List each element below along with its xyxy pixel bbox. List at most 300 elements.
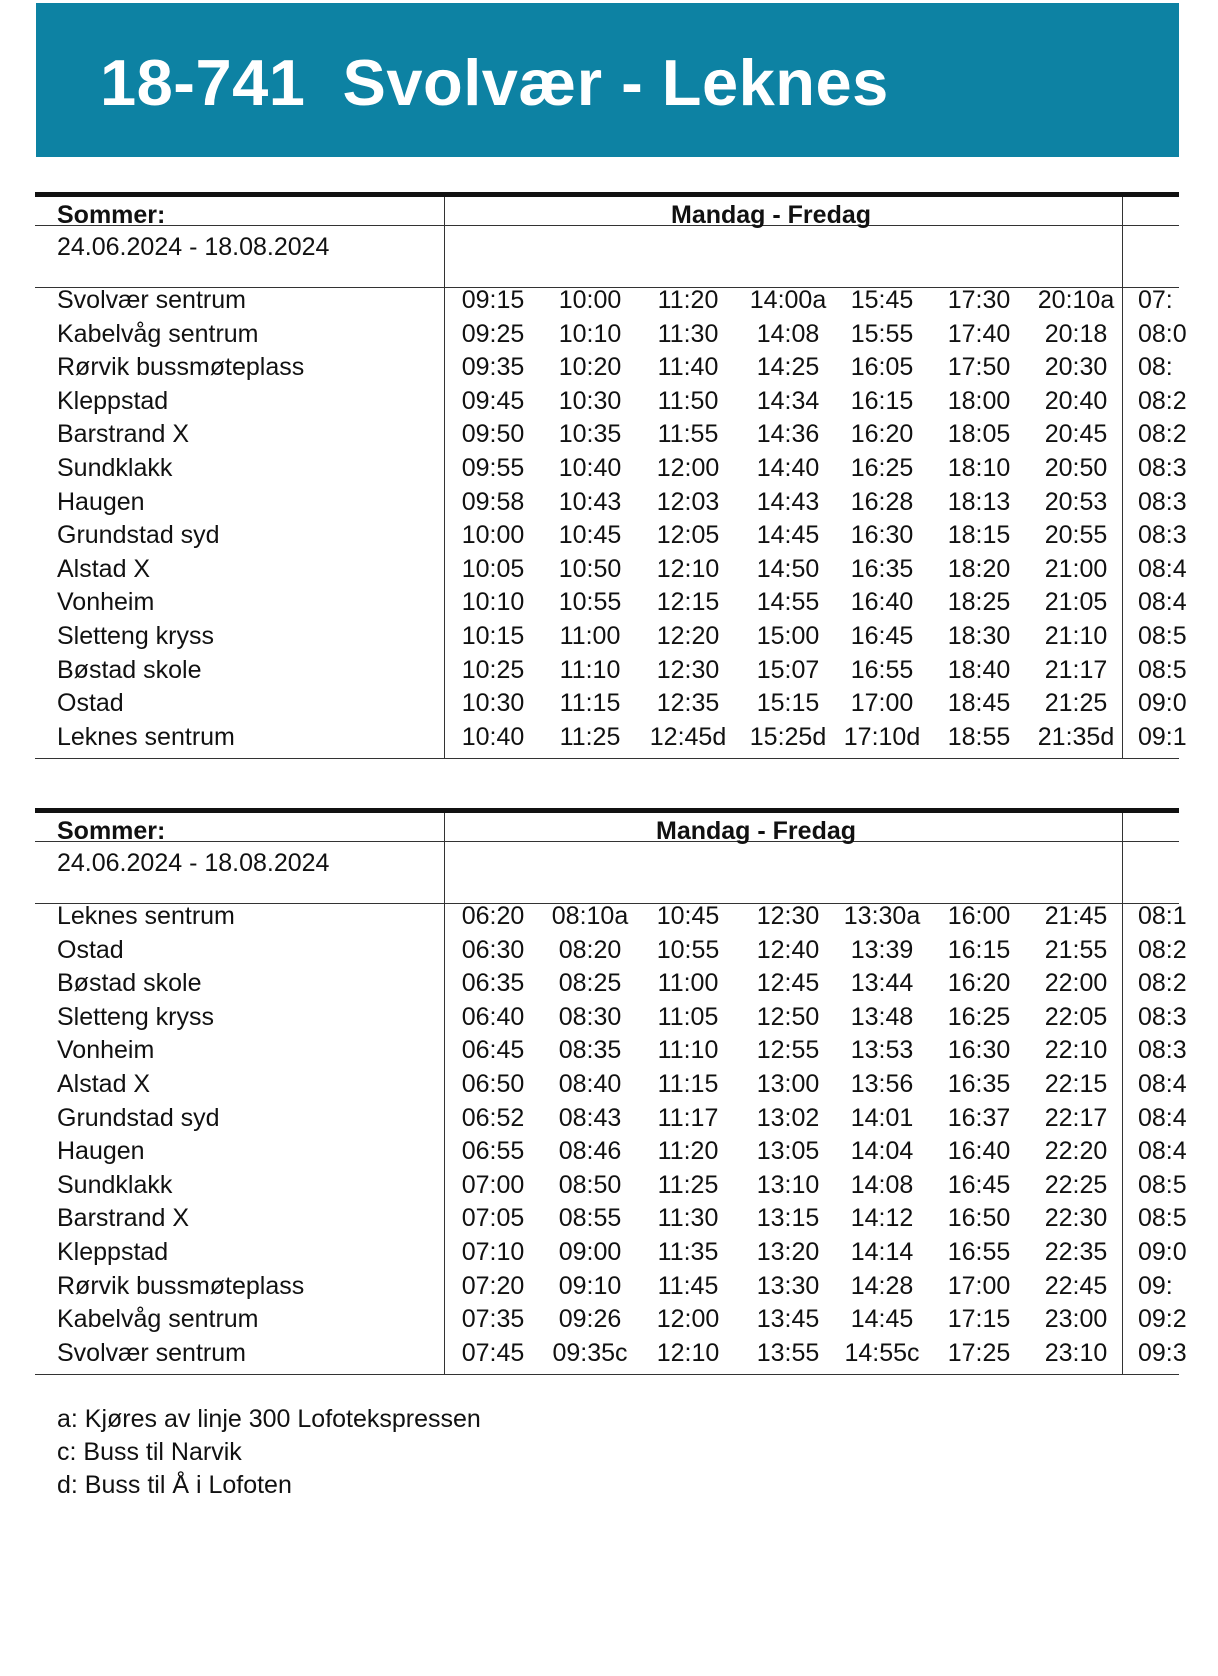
departure-time: 17:50 <box>947 353 1011 382</box>
stop-name: Leknes sentrum <box>57 902 235 930</box>
departure-time: 09:35 <box>461 353 525 382</box>
departure-time: 18:15 <box>947 521 1011 550</box>
departure-time: 11:00 <box>559 622 621 650</box>
departure-time: 14:50 <box>756 554 820 583</box>
departure-time: 06:35 <box>461 969 525 998</box>
footnote-a: a: Kjøres av linje 300 Lofotekspressen <box>57 1405 481 1433</box>
departure-time: 22:15 <box>1044 1070 1108 1098</box>
departure-time: 07:00 <box>461 1170 525 1199</box>
stop-name: Barstrand X <box>57 1204 190 1233</box>
departure-time: 09: <box>1138 1271 1173 1300</box>
departure-time: 11:45 <box>657 1271 719 1300</box>
table-row <box>35 1102 1187 1135</box>
departure-time: 12:00 <box>656 1305 720 1334</box>
departure-time: 11:50 <box>657 386 719 415</box>
table-row <box>35 1236 1187 1269</box>
departure-time: 09:2 <box>1138 1305 1187 1334</box>
departure-time: 16:45 <box>947 1170 1011 1199</box>
period-label: 24.06.2024 - 18.08.2024 <box>57 233 330 261</box>
departure-time: 14:45 <box>850 1305 914 1334</box>
departure-time: 20:40 <box>1044 386 1108 415</box>
departure-time: 16:55 <box>947 1238 1011 1266</box>
departure-time: 09:0 <box>1138 1238 1187 1266</box>
departure-time: 08:5 <box>1138 1204 1187 1233</box>
stop-name: Kleppstad <box>57 1238 169 1266</box>
departure-time: 11:15 <box>657 1070 719 1098</box>
stop-name: Rørvik bussmøteplass <box>57 353 305 382</box>
departure-time: 17:15 <box>947 1305 1011 1334</box>
table-row <box>35 967 1187 1000</box>
departure-time: 12:30 <box>656 655 720 684</box>
departure-time: 09:50 <box>461 420 525 449</box>
table-row <box>35 452 1187 485</box>
departure-time: 06:55 <box>461 1137 525 1166</box>
table-row <box>35 351 1179 384</box>
departure-time: 13:55 <box>756 1338 820 1367</box>
departure-time: 16:30 <box>850 521 914 550</box>
stop-name: Svolvær sentrum <box>57 1338 246 1367</box>
departure-time: 14:14 <box>850 1238 914 1266</box>
departure-time: 08:43 <box>558 1103 622 1132</box>
stop-name: Rørvik bussmøteplass <box>57 1271 305 1300</box>
departure-time: 17:00 <box>850 689 914 718</box>
departure-time: 10:20 <box>558 353 622 382</box>
departure-time: 10:40 <box>461 722 525 751</box>
table-bottom-rule <box>35 758 1179 759</box>
header-rule <box>35 225 1179 226</box>
departure-time: 11:30 <box>657 1204 719 1233</box>
departure-time: 13:30a <box>843 902 921 930</box>
departure-time: 14:45 <box>756 521 820 550</box>
table-row <box>35 900 1187 933</box>
departure-time: 10:35 <box>558 420 622 449</box>
departure-time: 06:40 <box>461 1002 525 1031</box>
departure-time: 08: <box>1138 353 1173 382</box>
departure-time: 22:17 <box>1044 1103 1108 1132</box>
departure-time: 08:2 <box>1138 969 1187 998</box>
departure-time: 08:10a <box>551 902 629 930</box>
season-label: Sommer: <box>57 201 166 229</box>
departure-time: 06:52 <box>461 1103 525 1132</box>
departure-time: 11:35 <box>657 1238 719 1266</box>
departure-time: 10:45 <box>558 521 622 550</box>
departure-time: 20:18 <box>1044 319 1108 348</box>
departure-time: 08:1 <box>1138 902 1187 930</box>
departure-time: 11:30 <box>657 319 719 348</box>
departure-time: 13:02 <box>756 1103 820 1132</box>
table-row <box>35 1270 1179 1303</box>
departure-time: 22:35 <box>1044 1238 1108 1266</box>
departure-time: 06:20 <box>461 902 525 930</box>
departure-time: 10:30 <box>558 386 622 415</box>
stop-name: Vonheim <box>57 1036 155 1065</box>
departure-time: 06:45 <box>461 1036 525 1065</box>
departure-time: 13:30 <box>756 1271 820 1300</box>
stop-name: Vonheim <box>57 588 155 617</box>
departure-time: 18:05 <box>947 420 1011 449</box>
departure-time: 08:46 <box>558 1137 622 1166</box>
departure-time: 22:05 <box>1044 1002 1108 1031</box>
departure-time: 17:25 <box>947 1338 1011 1367</box>
departure-time: 13:10 <box>756 1170 820 1199</box>
departure-time: 08:4 <box>1138 554 1187 583</box>
departure-time: 14:55c <box>844 1338 920 1367</box>
table-row <box>35 1034 1187 1067</box>
departure-time: 18:00 <box>947 386 1011 415</box>
departure-time: 08:0 <box>1138 319 1187 348</box>
departure-time: 22:20 <box>1044 1137 1108 1166</box>
departure-time: 08:5 <box>1138 1170 1187 1199</box>
departure-time: 14:28 <box>850 1271 914 1300</box>
departure-time: 10:25 <box>461 655 525 684</box>
departure-time: 10:00 <box>558 286 622 314</box>
departure-time: 18:25 <box>947 588 1011 617</box>
period-label: 24.06.2024 - 18.08.2024 <box>57 849 330 877</box>
departure-time: 08:2 <box>1138 935 1187 964</box>
departure-time: 18:30 <box>947 622 1011 650</box>
departure-time: 11:40 <box>657 353 719 382</box>
departure-time: 07:35 <box>461 1305 525 1334</box>
table-row <box>35 486 1187 519</box>
departure-time: 15:55 <box>850 319 914 348</box>
departure-time: 08:5 <box>1138 655 1187 684</box>
table-row <box>35 687 1187 720</box>
departure-time: 22:00 <box>1044 969 1108 998</box>
departure-time: 20:55 <box>1044 521 1108 550</box>
table-row <box>35 620 1187 653</box>
departure-time: 16:35 <box>850 554 914 583</box>
departure-time: 16:15 <box>850 386 914 415</box>
departure-time: 18:45 <box>947 689 1011 718</box>
stop-name: Haugen <box>57 487 145 516</box>
departure-time: 11:17 <box>657 1103 719 1132</box>
departure-time: 10:10 <box>461 588 525 617</box>
departure-time: 09:25 <box>461 319 525 348</box>
departure-time: 10:55 <box>558 588 622 617</box>
departure-time: 08:3 <box>1138 521 1187 550</box>
departure-time: 14:04 <box>850 1137 914 1166</box>
departure-time: 13:39 <box>850 935 914 964</box>
timetable-1 <box>35 192 1187 759</box>
table-row <box>35 553 1187 586</box>
stop-name: Ostad <box>57 689 124 718</box>
stop-name: Kabelvåg sentrum <box>57 319 259 348</box>
departure-time: 10:05 <box>461 554 525 583</box>
departure-time: 14:12 <box>850 1204 914 1233</box>
footnote-d: d: Buss til Å i Lofoten <box>57 1471 292 1499</box>
departure-time: 14:34 <box>756 386 820 415</box>
departure-time: 16:20 <box>947 969 1011 998</box>
stop-name: Svolvær sentrum <box>57 286 246 314</box>
table-row <box>35 721 1187 754</box>
departure-time: 16:30 <box>947 1036 1011 1065</box>
footnote-c: c: Buss til Narvik <box>57 1438 242 1466</box>
departure-time: 08:4 <box>1138 1103 1187 1132</box>
stop-name: Barstrand X <box>57 420 190 449</box>
table-row <box>35 1337 1187 1370</box>
table-row <box>35 654 1187 687</box>
departure-time: 21:35d <box>1037 722 1115 751</box>
table-row <box>35 934 1187 967</box>
stop-name: Bøstad skole <box>57 655 202 684</box>
departure-time: 17:10d <box>843 722 921 751</box>
departure-time: 17:00 <box>947 1271 1011 1300</box>
departure-time: 13:15 <box>756 1204 820 1233</box>
departure-time: 08:25 <box>558 969 622 998</box>
stop-name: Kabelvåg sentrum <box>57 1305 259 1334</box>
departure-time: 20:50 <box>1044 454 1108 482</box>
stop-name: Haugen <box>57 1137 145 1166</box>
stop-name: Kleppstad <box>57 386 169 415</box>
departure-time: 08:2 <box>1138 420 1187 449</box>
departure-time: 08:5 <box>1138 622 1187 650</box>
departure-time: 06:30 <box>461 935 525 964</box>
stop-name: Sundklakk <box>57 454 173 482</box>
departure-time: 08:40 <box>558 1070 622 1098</box>
stop-name: Alstad X <box>57 554 151 583</box>
stop-name: Leknes sentrum <box>57 722 235 751</box>
timetable-2 <box>35 808 1187 1375</box>
departure-time: 16:28 <box>850 487 914 516</box>
departure-time: 10:43 <box>558 487 622 516</box>
departure-time: 14:55 <box>756 588 820 617</box>
departure-time: 10:55 <box>656 935 720 964</box>
departure-time: 14:36 <box>756 420 820 449</box>
departure-time: 12:05 <box>656 521 720 550</box>
departure-time: 21:10 <box>1044 622 1108 650</box>
departure-time: 16:50 <box>947 1204 1011 1233</box>
departure-time: 20:53 <box>1044 487 1108 516</box>
departure-time: 13:53 <box>850 1036 914 1065</box>
departure-time: 14:25 <box>756 353 820 382</box>
departure-time: 21:17 <box>1044 655 1108 684</box>
departure-time: 22:25 <box>1044 1170 1108 1199</box>
table-row <box>35 284 1179 317</box>
departure-time: 22:45 <box>1044 1271 1108 1300</box>
departure-time: 07:20 <box>461 1271 525 1300</box>
departure-time: 12:55 <box>756 1036 820 1065</box>
departure-time: 11:25 <box>559 722 621 751</box>
departure-time: 14:01 <box>850 1103 914 1132</box>
departure-time: 13:44 <box>850 969 914 998</box>
footnotes <box>57 1403 481 1502</box>
departure-time: 08:3 <box>1138 487 1187 516</box>
departure-time: 10:10 <box>558 319 622 348</box>
stop-name: Alstad X <box>57 1070 151 1098</box>
departure-time: 14:00a <box>749 286 827 314</box>
departure-time: 09:3 <box>1138 1338 1187 1367</box>
departure-time: 08:2 <box>1138 386 1187 415</box>
departure-time: 12:30 <box>756 902 820 930</box>
departure-time: 14:43 <box>756 487 820 516</box>
departure-time: 11:20 <box>657 1137 719 1166</box>
table-top-rule <box>35 808 1179 813</box>
departure-time: 12:50 <box>756 1002 820 1031</box>
departure-time: 15:00 <box>756 622 820 650</box>
departure-time: 12:10 <box>656 554 720 583</box>
table-row <box>35 586 1187 619</box>
departure-time: 11:55 <box>657 420 719 449</box>
departure-time: 09:00 <box>558 1238 622 1266</box>
departure-time: 12:45d <box>649 722 727 751</box>
departure-time: 12:00 <box>656 454 720 482</box>
departure-time: 17:30 <box>947 286 1011 314</box>
departure-time: 09:1 <box>1138 722 1187 751</box>
departure-time: 14:40 <box>756 454 820 482</box>
departure-time: 20:10a <box>1037 286 1115 314</box>
departure-time: 09:58 <box>461 487 525 516</box>
departure-time: 11:05 <box>657 1002 719 1031</box>
departure-time: 16:40 <box>850 588 914 617</box>
departure-time: 15:07 <box>756 655 820 684</box>
departure-time: 18:55 <box>947 722 1011 751</box>
departure-time: 10:00 <box>461 521 525 550</box>
departure-time: 16:25 <box>850 454 914 482</box>
departure-time: 08:3 <box>1138 1002 1187 1031</box>
departure-time: 16:45 <box>850 622 914 650</box>
table-row <box>35 519 1187 552</box>
header-rule <box>35 841 1179 842</box>
departure-time: 12:20 <box>656 622 720 650</box>
departure-time: 13:56 <box>850 1070 914 1098</box>
departure-time: 09:45 <box>461 386 525 415</box>
table-row <box>35 1303 1187 1336</box>
departure-time: 21:05 <box>1044 588 1108 617</box>
table-row <box>35 1001 1187 1034</box>
departure-time: 12:10 <box>656 1338 720 1367</box>
departure-time: 16:40 <box>947 1137 1011 1166</box>
departure-time: 12:03 <box>656 487 720 516</box>
departure-time: 12:35 <box>656 689 720 718</box>
departure-time: 08:3 <box>1138 454 1187 482</box>
departure-time: 22:10 <box>1044 1036 1108 1065</box>
departure-time: 13:00 <box>756 1070 820 1098</box>
departure-time: 09:35c <box>552 1338 628 1367</box>
stop-name: Bøstad skole <box>57 969 202 998</box>
departure-time: 09:10 <box>558 1271 622 1300</box>
table-row <box>35 1135 1187 1168</box>
departure-time: 16:25 <box>947 1002 1011 1031</box>
departure-time: 07:10 <box>461 1238 525 1266</box>
departure-time: 07:05 <box>461 1204 525 1233</box>
departure-time: 18:40 <box>947 655 1011 684</box>
departure-time: 21:45 <box>1044 902 1108 930</box>
departure-time: 10:40 <box>558 454 622 482</box>
departure-time: 12:40 <box>756 935 820 964</box>
departure-time: 14:08 <box>850 1170 914 1199</box>
departure-time: 23:00 <box>1044 1305 1108 1334</box>
departure-time: 20:45 <box>1044 420 1108 449</box>
departure-time: 15:45 <box>850 286 914 314</box>
stop-name: Sundklakk <box>57 1170 173 1199</box>
table-row <box>35 1068 1187 1101</box>
departure-time: 08:35 <box>558 1036 622 1065</box>
departure-time: 08:20 <box>558 935 622 964</box>
table-row <box>35 1202 1187 1235</box>
stop-name: Sletteng kryss <box>57 622 215 650</box>
table-row <box>35 385 1187 418</box>
departure-time: 17:40 <box>947 319 1011 348</box>
table-top-rule <box>35 192 1179 197</box>
departure-time: 21:55 <box>1044 935 1108 964</box>
table-row <box>35 318 1187 351</box>
days-label: Mandag - Fredag <box>671 201 872 229</box>
departure-time: 08:4 <box>1138 1137 1187 1166</box>
departure-time: 11:15 <box>559 689 621 718</box>
departure-time: 07: <box>1138 286 1173 314</box>
departure-time: 22:30 <box>1044 1204 1108 1233</box>
stop-name: Grundstad syd <box>57 521 220 550</box>
departure-time: 16:55 <box>850 655 914 684</box>
departure-time: 07:45 <box>461 1338 525 1367</box>
departure-time: 08:55 <box>558 1204 622 1233</box>
departure-time: 14:08 <box>756 319 820 348</box>
departure-time: 16:20 <box>850 420 914 449</box>
departure-time: 11:10 <box>657 1036 719 1065</box>
departure-time: 12:45 <box>756 969 820 998</box>
table-row <box>35 418 1187 451</box>
departure-time: 10:45 <box>656 902 720 930</box>
departure-time: 08:30 <box>558 1002 622 1031</box>
departure-time: 13:20 <box>756 1238 820 1266</box>
departure-time: 09:26 <box>558 1305 622 1334</box>
departure-time: 18:13 <box>947 487 1011 516</box>
departure-time: 18:10 <box>947 454 1011 482</box>
departure-time: 20:30 <box>1044 353 1108 382</box>
departure-time: 16:35 <box>947 1070 1011 1098</box>
departure-time: 10:15 <box>461 622 525 650</box>
departure-time: 16:37 <box>947 1103 1011 1132</box>
departure-time: 10:50 <box>558 554 622 583</box>
departure-time: 08:3 <box>1138 1036 1187 1065</box>
departure-time: 06:50 <box>461 1070 525 1098</box>
departure-time: 16:05 <box>850 353 914 382</box>
departure-time: 13:45 <box>756 1305 820 1334</box>
departure-time: 13:05 <box>756 1137 820 1166</box>
departure-time: 12:15 <box>656 588 720 617</box>
departure-time: 09:15 <box>461 286 525 314</box>
departure-time: 15:25d <box>749 722 827 751</box>
departure-time: 09:55 <box>461 454 525 482</box>
departure-time: 16:15 <box>947 935 1011 964</box>
departure-time: 21:25 <box>1044 689 1108 718</box>
departure-time: 11:20 <box>657 286 719 314</box>
stop-name: Ostad <box>57 935 124 964</box>
departure-time: 08:50 <box>558 1170 622 1199</box>
departure-time: 15:15 <box>756 689 820 718</box>
departure-time: 11:25 <box>657 1170 719 1199</box>
departure-time: 09:0 <box>1138 689 1187 718</box>
departure-time: 11:10 <box>559 655 621 684</box>
departure-time: 23:10 <box>1044 1338 1108 1367</box>
table-bottom-rule <box>35 1374 1179 1375</box>
days-label: Mandag - Fredag <box>656 817 857 845</box>
departure-time: 08:4 <box>1138 588 1187 617</box>
departure-time: 18:20 <box>947 554 1011 583</box>
departure-time: 08:4 <box>1138 1070 1187 1098</box>
title-banner <box>36 3 1179 157</box>
season-label: Sommer: <box>57 817 166 845</box>
departure-time: 11:00 <box>657 969 719 998</box>
departure-time: 10:30 <box>461 689 525 718</box>
table-row <box>35 1169 1187 1202</box>
page-title: 18-741 Svolvær - Leknes <box>100 46 889 119</box>
departure-time: 16:00 <box>947 902 1011 930</box>
departure-time: 13:48 <box>850 1002 914 1031</box>
departure-time: 21:00 <box>1044 554 1108 583</box>
stop-name: Sletteng kryss <box>57 1002 215 1031</box>
stop-name: Grundstad syd <box>57 1103 220 1132</box>
